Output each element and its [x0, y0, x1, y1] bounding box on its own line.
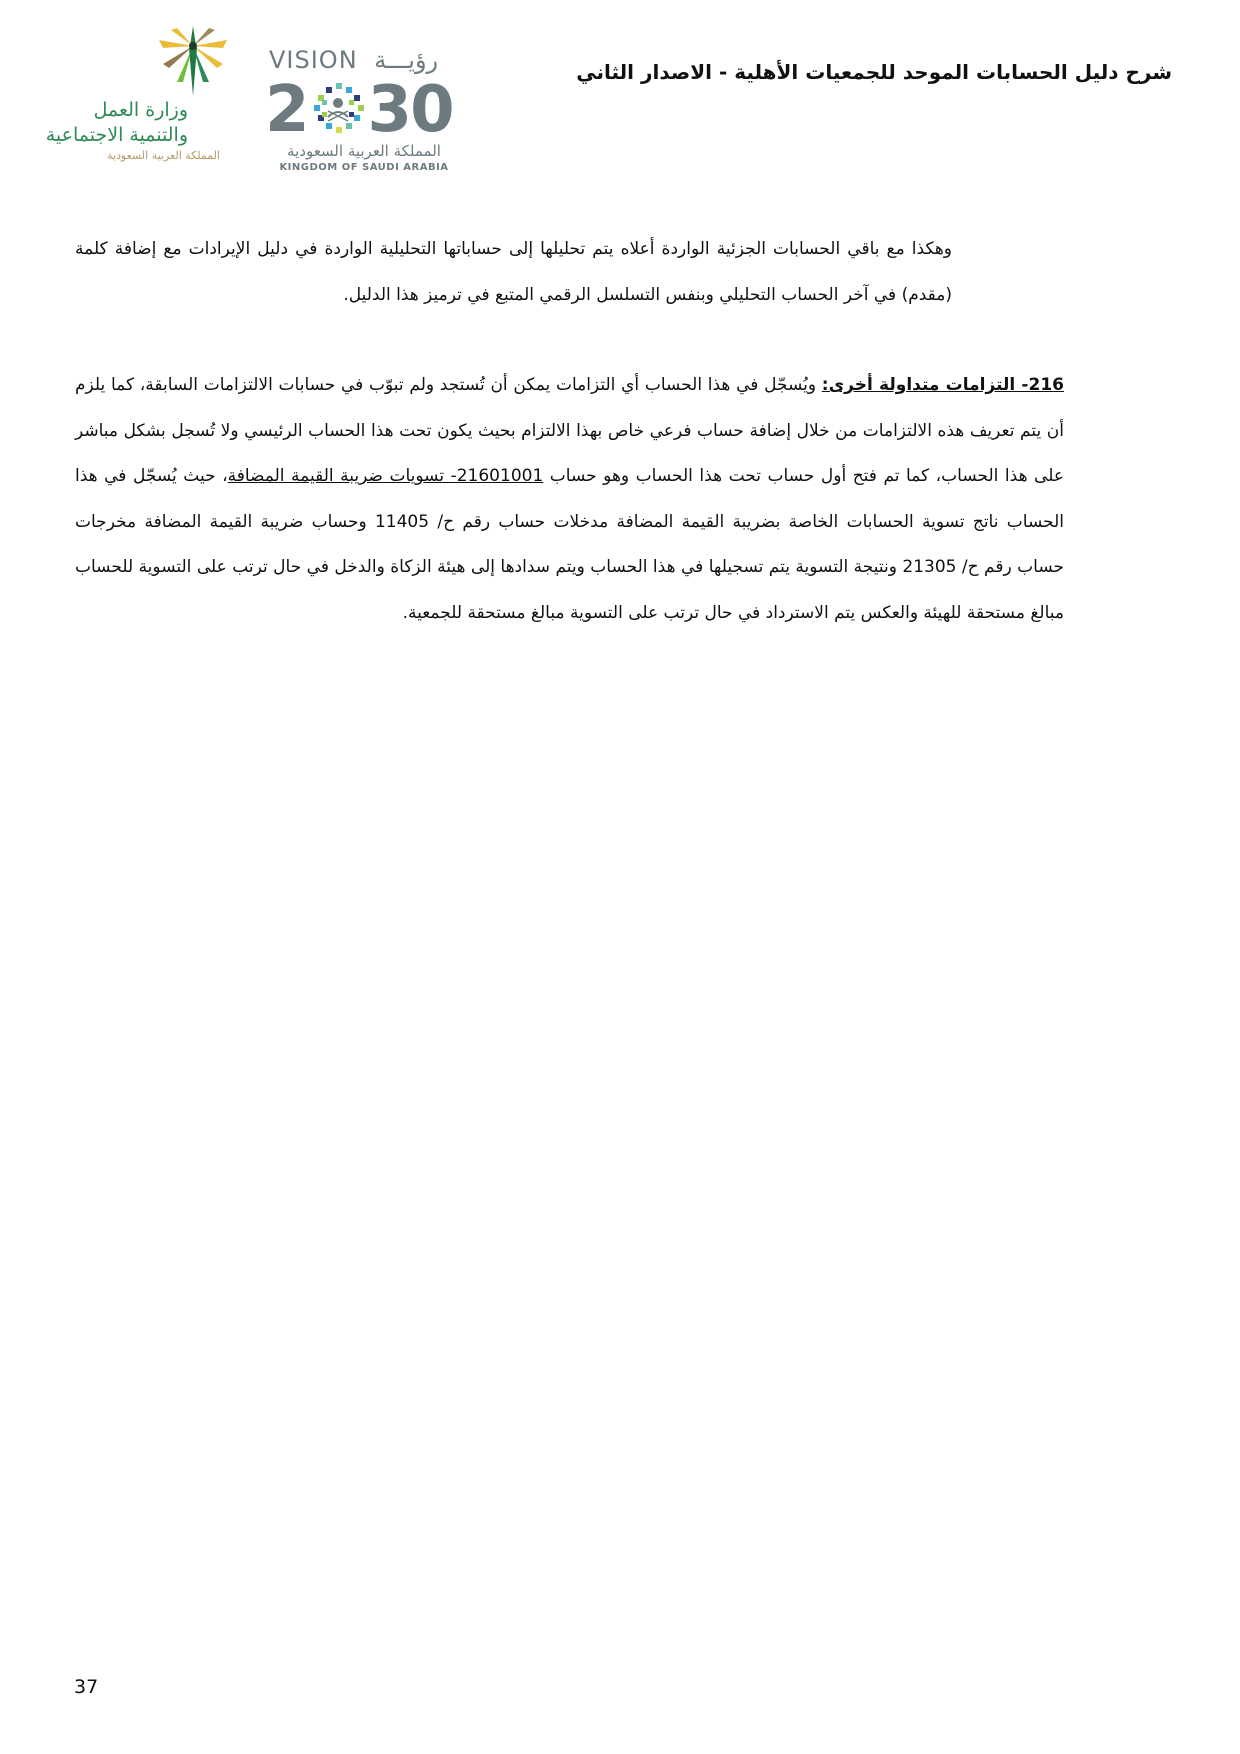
page-header	[0, 0, 1240, 190]
document-title: شرح دليل الحسابات الموحد للجمعيات الأهلية - الاصدار الثاني	[576, 60, 1172, 84]
page-number: 37	[74, 1676, 99, 1698]
sub-account-link: 21601001- تسويات ضريبة القيمة المضافة	[227, 466, 544, 486]
section-text-part1: ويُسجّل في هذا الحساب أي التزامات يمكن أن تُستجد ولم تبوّب في حسابات الالتزامات السابقة، كما يلزم أن يتم تعريف هذه الالتزامات من خلال إضافة حساب فرعي خاص بهذا الالتزام بحيث يكون تحت هذا الحساب الرئيسي ولا تُسجل بشكل مباشر على هذا الحساب، كما تم فتح أول حساب تحت هذا الحساب وهو حساب	[75, 375, 1065, 486]
vision-year	[265, 73, 453, 147]
vision-country-en: KINGDOM OF SAUDI ARABIA	[279, 162, 449, 173]
ministry-name	[38, 98, 188, 148]
ministry-name-line1: وزارة العمل	[93, 99, 188, 121]
emblem-star-icon	[308, 81, 368, 137]
vision-label-ar: رؤيـــة	[374, 46, 439, 74]
vision-label-en: VISION	[269, 46, 358, 74]
intro-paragraph: وهكذا مع باقي الحسابات الجزئية الواردة أعلاه يتم تحليلها إلى حساباتها التحليلية الواردة في دليل الإيرادات مع إضافة كلمة (مقدم) في آخر الحساب التحليلي وبنفس التسلسل الرقمي المتبع في ترميز هذا الدليل.	[75, 239, 952, 305]
ministry-name-line2: والتنمية الاجتماعية	[45, 124, 188, 146]
ministry-country: المملكة العربية السعودية	[107, 149, 220, 162]
vision-2030-logo	[265, 40, 465, 180]
vision-year-right: 30	[367, 73, 453, 147]
vision-country-ar: المملكة العربية السعودية	[287, 142, 441, 160]
section-heading: 216- التزامات متداولة أخرى:	[821, 375, 1064, 395]
palm-tree-icon	[153, 26, 233, 98]
vision-year-left: 2	[265, 73, 308, 147]
section-text-part2: ، حيث يُسجّل في هذا الحساب ناتج تسوية الحسابات الخاصة بضريبة القيمة المضافة مدخلات حساب رقم ح/ 11405 وحساب ضريبة القيمة المضافة مخرجات حساب رقم ح/ 21305 ونتيجة التسوية يتم تسجيلها في هذا الحساب ويتم سدادها إلى هيئة الزكاة والدخل في حال ترتب على التسوية للحساب مبالغ مستحقة للهيئة والعكس يتم الاسترداد في حال ترتب على التسوية مبالغ مستحقة للجمعية.	[75, 466, 1064, 623]
ministry-logo	[45, 26, 220, 176]
section-paragraph	[75, 363, 1064, 636]
vision-label	[269, 46, 438, 74]
